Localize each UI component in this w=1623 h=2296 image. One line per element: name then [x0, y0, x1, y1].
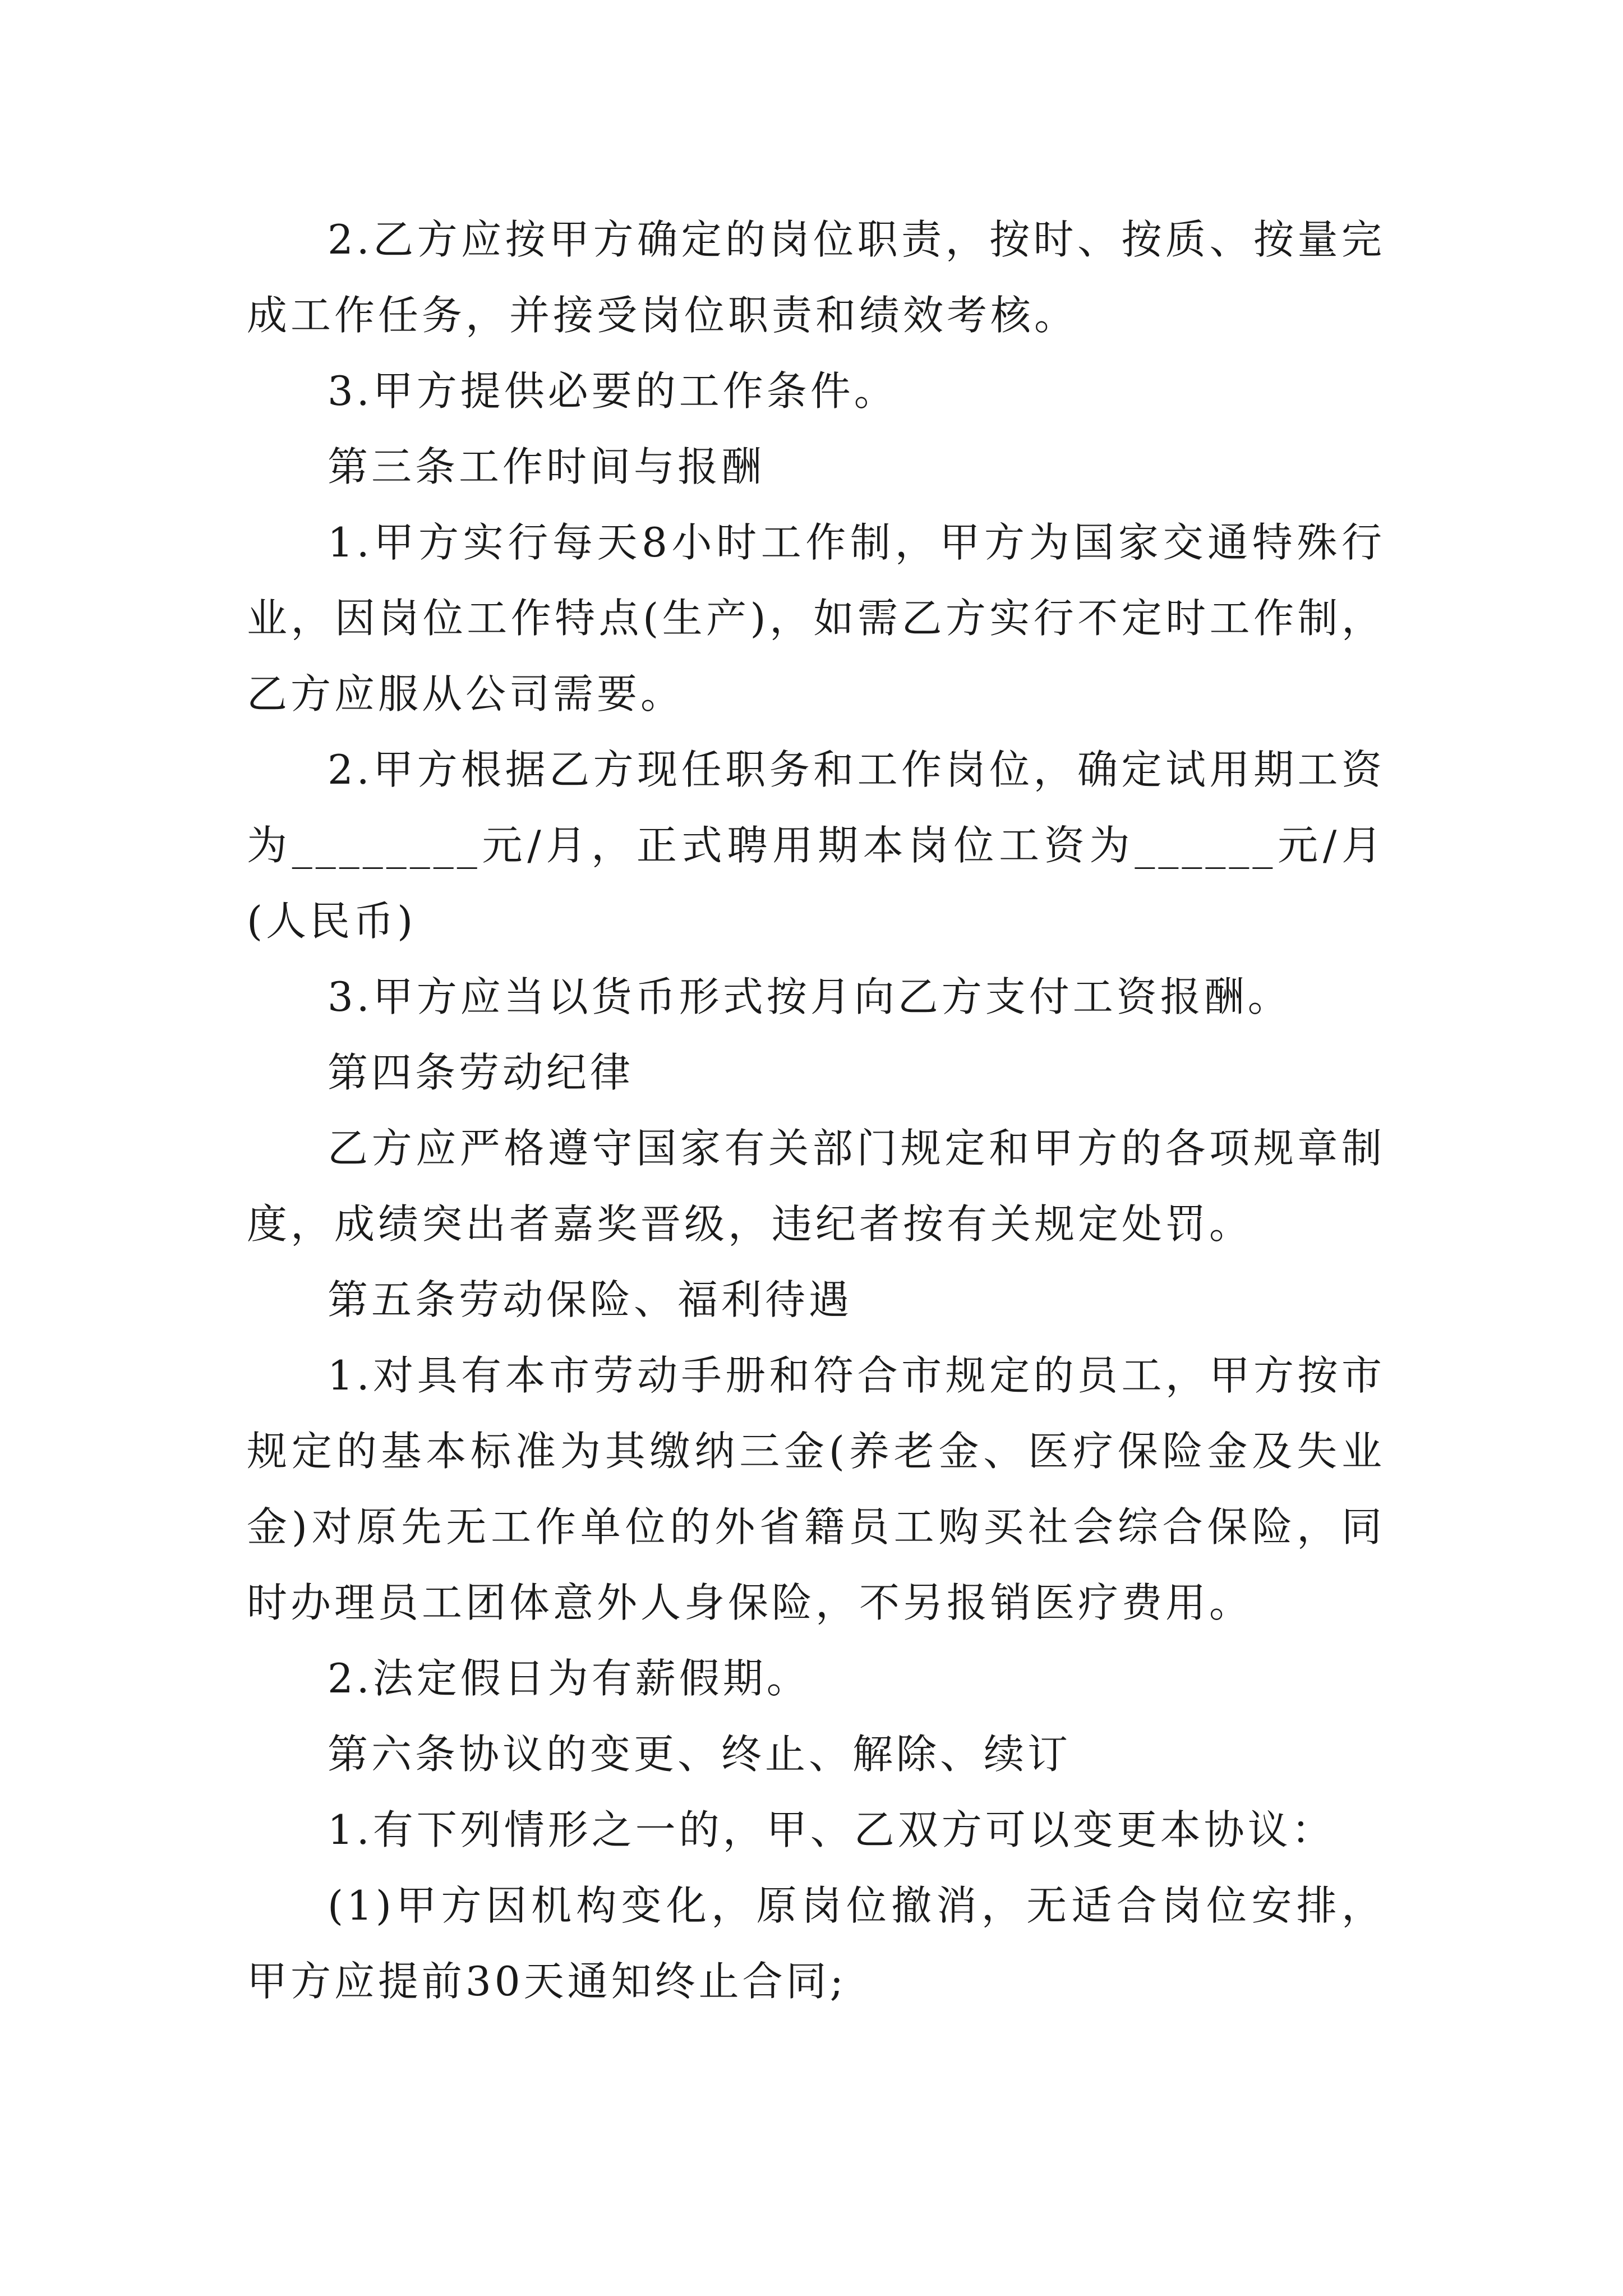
paragraph: 3.甲方提供必要的工作条件。	[328, 367, 898, 415]
paragraph: (1)甲方因机构变化，原岗位撤消，无适合岗位安排，甲方应提前30天通知终止合同;	[247, 1882, 1385, 2005]
paragraph: 1.甲方实行每天8小时工作制，甲方为国家交通特殊行业，因岗位工作特点(生产)，如需乙方实行不定时工作制，乙方应服从公司需要。	[247, 519, 1385, 717]
paragraph: 3.甲方应当以货币形式按月向乙方支付工资报酬。	[328, 973, 1292, 1020]
paragraph: 1.对具有本市劳动手册和符合市规定的员工，甲方按市规定的基本标准为其缴纳三金(养老金、医疗保险金及失业金)对原先无工作单位的外省籍员工购买社会综合保险，同时办理员工团体意外人身保险，不另报销医疗费用。	[247, 1352, 1385, 1626]
paragraph: 2.法定假日为有薪假期。	[328, 1655, 810, 1702]
paragraph: 2.甲方根据乙方现任职务和工作岗位，确定试用期工资为________元/月，正式聘用期本岗位工资为______元/月(人民币)	[247, 746, 1385, 945]
paragraph: 2.乙方应按甲方确定的岗位职责，按时、按质、按量完成工作任务，并接受岗位职责和绩效考核。	[247, 216, 1385, 339]
section-heading: 第六条协议的变更、终止、解除、续订	[328, 1731, 1072, 1778]
section-heading: 第三条工作时间与报酬	[328, 443, 766, 490]
document-body	[247, 202, 1385, 2019]
section-heading: 第四条劳动纪律	[328, 1049, 634, 1096]
paragraph: 1.有下列情形之一的，甲、乙双方可以变更本协议：	[328, 1806, 1335, 1853]
section-heading: 第五条劳动保险、福利待遇	[328, 1276, 853, 1323]
paragraph: 乙方应严格遵守国家有关部门规定和甲方的各项规章制度，成绩突出者嘉奖晋级，违纪者按有关规定处罚。	[247, 1125, 1385, 1248]
